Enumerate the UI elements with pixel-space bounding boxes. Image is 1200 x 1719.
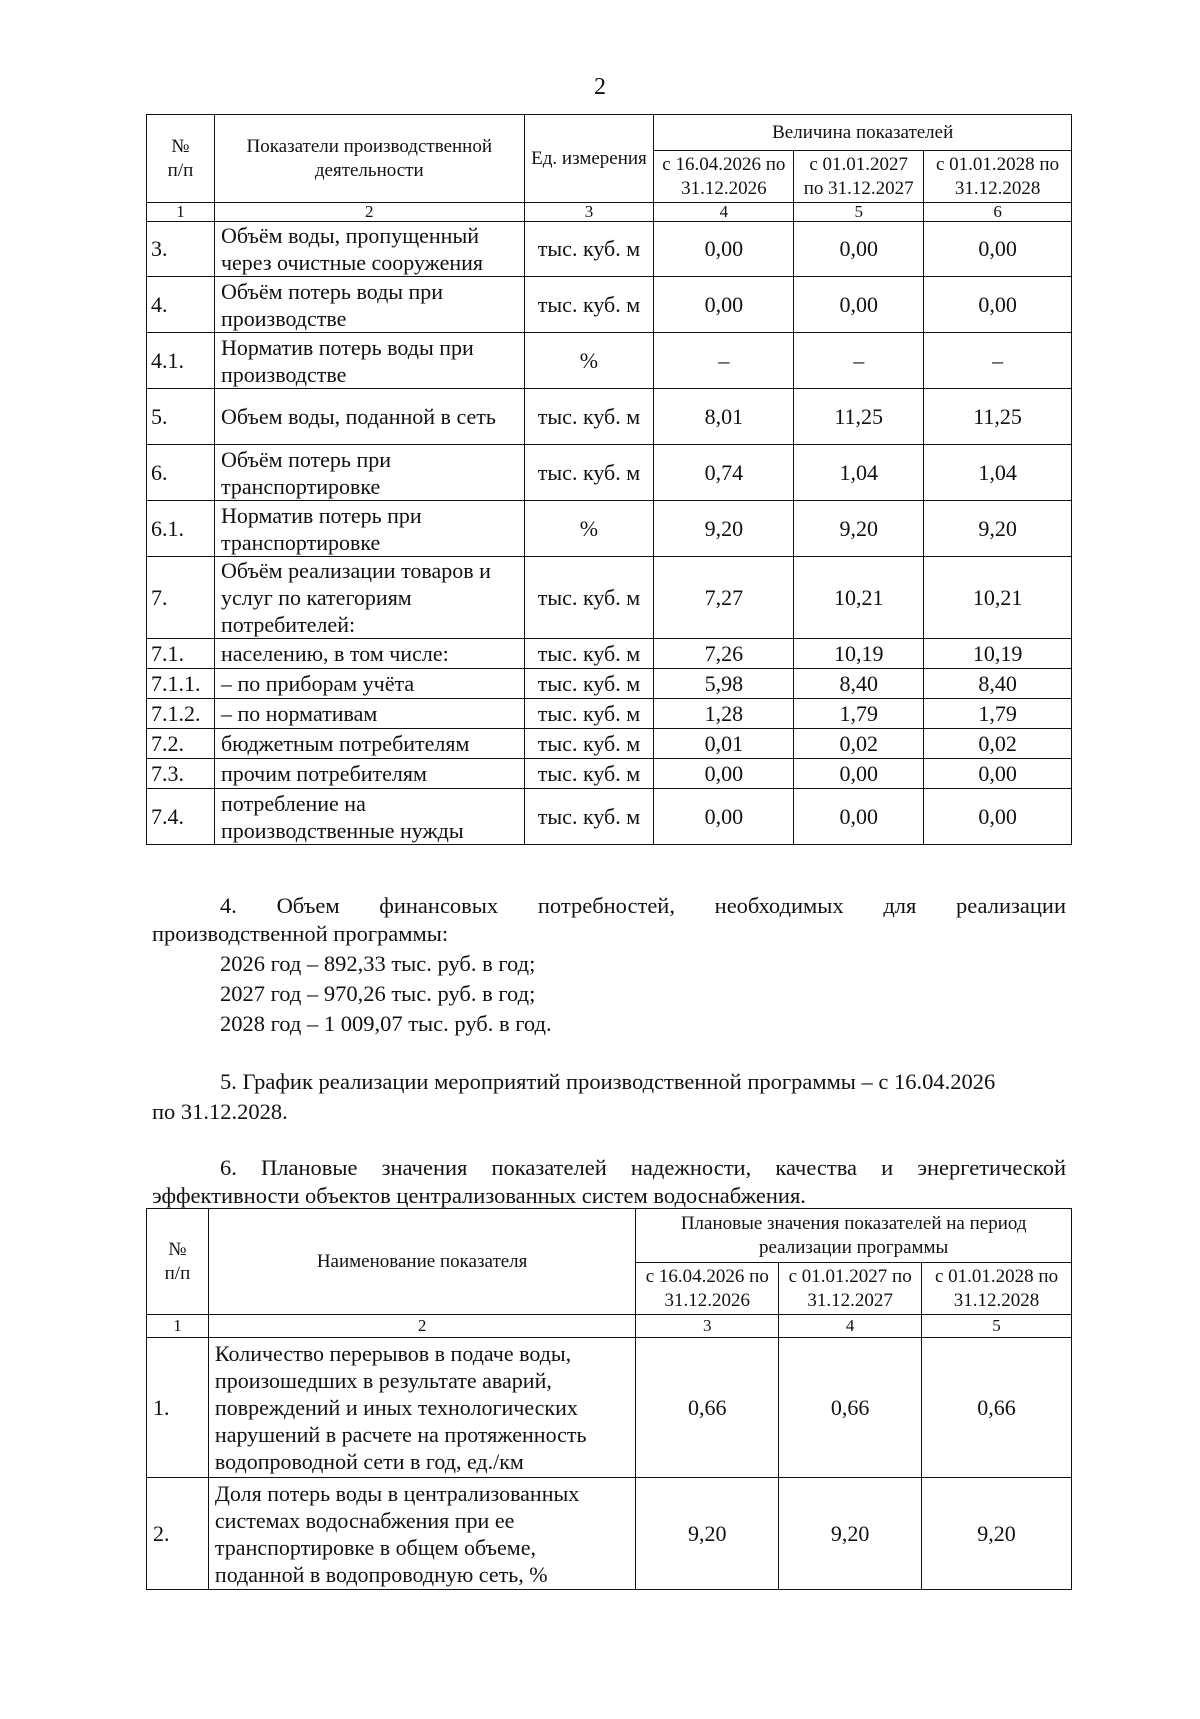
row-value-2026: 0,74 xyxy=(654,445,794,501)
row-value-2028: 0,66 xyxy=(922,1338,1072,1478)
row-indicator: потребление на производственные нужды xyxy=(214,789,524,845)
section-5-line2: по 31.12.2028. xyxy=(152,1099,288,1124)
table-row xyxy=(147,501,1072,557)
row-number: 2. xyxy=(147,1478,209,1590)
table-row xyxy=(147,669,1072,699)
row-number: 4. xyxy=(147,277,215,333)
header-num: № п/п xyxy=(147,115,215,203)
row-unit: % xyxy=(524,501,654,557)
index-cell: 5 xyxy=(794,203,924,222)
row-value-2028: 8,40 xyxy=(924,669,1072,699)
header-group: Величина показателей xyxy=(654,115,1072,151)
row-value-2027: 0,66 xyxy=(779,1338,922,1478)
row-value-2028: 9,20 xyxy=(924,501,1072,557)
financing-2028: 2028 год – 1 009,07 тыс. руб. в год. xyxy=(220,1011,552,1036)
header-period-1: с 16.04.2026 по 31.12.2026 xyxy=(654,151,794,203)
table-row xyxy=(147,1338,1072,1478)
row-value-2027: 10,21 xyxy=(794,557,924,639)
row-value-2028: 10,19 xyxy=(924,639,1072,669)
table-row xyxy=(147,759,1072,789)
t2-index-row xyxy=(147,1315,1072,1338)
table-row xyxy=(147,389,1072,445)
table-row xyxy=(147,445,1072,501)
reliability-indicators-table xyxy=(146,1208,1072,1590)
index-cell: 3 xyxy=(636,1315,779,1338)
row-indicator: населению, в том числе: xyxy=(214,639,524,669)
row-value-2026: 0,00 xyxy=(654,789,794,845)
row-number: 5. xyxy=(147,389,215,445)
t2-header-num: № п/п xyxy=(147,1209,209,1315)
row-number: 1. xyxy=(147,1338,209,1478)
index-cell: 1 xyxy=(147,1315,209,1338)
row-unit: тыс. куб. м xyxy=(524,699,654,729)
index-cell: 4 xyxy=(654,203,794,222)
row-value-2027: 0,02 xyxy=(794,729,924,759)
t2-header-name: Наименование показателя xyxy=(208,1209,635,1315)
row-value-2026: 7,27 xyxy=(654,557,794,639)
header-unit: Ед. измерения xyxy=(524,115,654,203)
row-number: 7.4. xyxy=(147,789,215,845)
row-number: 3. xyxy=(147,222,215,277)
row-unit: % xyxy=(524,333,654,389)
row-value-2027: 0,00 xyxy=(794,222,924,277)
t2-header-period-3: с 01.01.2028 по 31.12.2028 xyxy=(922,1263,1072,1315)
row-value-2028: 1,79 xyxy=(924,699,1072,729)
section-4-line1 xyxy=(220,892,1066,920)
row-value-2028: 10,21 xyxy=(924,557,1072,639)
row-value-2026: 8,01 xyxy=(654,389,794,445)
row-value-2026: 0,00 xyxy=(654,759,794,789)
row-value-2026: 9,20 xyxy=(654,501,794,557)
row-value-2026: 9,20 xyxy=(636,1478,779,1590)
s4-word: 4. Объем xyxy=(220,893,340,918)
index-cell: 6 xyxy=(924,203,1072,222)
table-row xyxy=(147,699,1072,729)
table-row xyxy=(147,222,1072,277)
index-cell: 4 xyxy=(779,1315,922,1338)
row-value-2028: 0,00 xyxy=(924,222,1072,277)
row-value-2028: 9,20 xyxy=(922,1478,1072,1590)
row-value-2028: 0,02 xyxy=(924,729,1072,759)
t2-header-period-1: с 16.04.2026 по 31.12.2026 xyxy=(636,1263,779,1315)
row-unit: тыс. куб. м xyxy=(524,222,654,277)
row-value-2027: 0,00 xyxy=(794,759,924,789)
table-row xyxy=(147,639,1072,669)
row-unit: тыс. куб. м xyxy=(524,639,654,669)
row-value-2028: 11,25 xyxy=(924,389,1072,445)
table-row xyxy=(147,789,1072,845)
row-value-2027: 10,19 xyxy=(794,639,924,669)
header-period-3: с 01.01.2028 по 31.12.2028 xyxy=(924,151,1072,203)
row-indicator: Объём потерь при транспортировке xyxy=(214,445,524,501)
index-row xyxy=(147,203,1072,222)
row-unit: тыс. куб. м xyxy=(524,389,654,445)
index-cell: 2 xyxy=(214,203,524,222)
index-cell: 2 xyxy=(208,1315,635,1338)
row-indicator: Объём реализации товаров и услуг по категориям потребителей: xyxy=(214,557,524,639)
row-unit: тыс. куб. м xyxy=(524,759,654,789)
section-6-line2: эффективности объектов централизованных систем водоснабжения. xyxy=(152,1183,806,1208)
row-value-2027: 9,20 xyxy=(779,1478,922,1590)
s4-word: реализации xyxy=(956,893,1066,918)
index-cell: 3 xyxy=(524,203,654,222)
row-unit: тыс. куб. м xyxy=(524,445,654,501)
row-indicator: Объем воды, поданной в сеть xyxy=(214,389,524,445)
production-indicators-table xyxy=(146,114,1072,845)
row-number: 7.1.1. xyxy=(147,669,215,699)
row-value-2028: 0,00 xyxy=(924,759,1072,789)
table-row xyxy=(147,277,1072,333)
row-value-2028: 0,00 xyxy=(924,277,1072,333)
row-value-2026: – xyxy=(654,333,794,389)
row-value-2027: 1,04 xyxy=(794,445,924,501)
row-value-2026: 0,01 xyxy=(654,729,794,759)
row-number: 7.1.2. xyxy=(147,699,215,729)
t2-header-group: Плановые значения показателей на период реализации программы xyxy=(636,1209,1072,1263)
row-value-2026: 0,66 xyxy=(636,1338,779,1478)
index-cell: 1 xyxy=(147,203,215,222)
row-number: 6.1. xyxy=(147,501,215,557)
table-row xyxy=(147,1478,1072,1590)
table-row xyxy=(147,333,1072,389)
row-value-2027: – xyxy=(794,333,924,389)
row-number: 6. xyxy=(147,445,215,501)
row-value-2027: 8,40 xyxy=(794,669,924,699)
row-value-2026: 1,28 xyxy=(654,699,794,729)
row-indicator: бюджетным потребителям xyxy=(214,729,524,759)
row-number: 4.1. xyxy=(147,333,215,389)
s4-word: потребностей, xyxy=(537,893,675,918)
row-indicator: Норматив потерь воды при производстве xyxy=(214,333,524,389)
row-indicator: – по приборам учёта xyxy=(214,669,524,699)
row-unit: тыс. куб. м xyxy=(524,557,654,639)
row-unit: тыс. куб. м xyxy=(524,669,654,699)
section-4-line2: производственной программы: xyxy=(152,921,449,946)
row-value-2027: 0,00 xyxy=(794,789,924,845)
row-unit: тыс. куб. м xyxy=(524,277,654,333)
row-value-2027: 0,00 xyxy=(794,277,924,333)
row-indicator: – по нормативам xyxy=(214,699,524,729)
row-indicator: Объём воды, пропущенный через очистные сооружения xyxy=(214,222,524,277)
index-cell: 5 xyxy=(922,1315,1072,1338)
header-indicator: Показатели производственной деятельности xyxy=(214,115,524,203)
row-value-2027: 11,25 xyxy=(794,389,924,445)
row-value-2028: 1,04 xyxy=(924,445,1072,501)
s4-word: для xyxy=(883,893,917,918)
row-value-2028: 0,00 xyxy=(924,789,1072,845)
row-value-2026: 7,26 xyxy=(654,639,794,669)
header-period-2: с 01.01.2027 по 31.12.2027 xyxy=(794,151,924,203)
table-row xyxy=(147,729,1072,759)
section-6-line1: 6. Плановые значения показателей надежности, качества и энергетической xyxy=(220,1155,1066,1180)
financing-2027: 2027 год – 970,26 тыс. руб. в год; xyxy=(220,981,536,1006)
row-indicator: Норматив потерь при транспортировке xyxy=(214,501,524,557)
row-value-2028: – xyxy=(924,333,1072,389)
row-unit: тыс. куб. м xyxy=(524,789,654,845)
row-number: 7. xyxy=(147,557,215,639)
row-indicator: Объём потерь воды при производстве xyxy=(214,277,524,333)
row-value-2027: 9,20 xyxy=(794,501,924,557)
row-number: 7.3. xyxy=(147,759,215,789)
row-value-2026: 5,98 xyxy=(654,669,794,699)
t2-header-period-2: с 01.01.2027 по 31.12.2027 xyxy=(779,1263,922,1315)
s4-word: финансовых xyxy=(379,893,499,918)
row-value-2026: 0,00 xyxy=(654,222,794,277)
row-value-2026: 0,00 xyxy=(654,277,794,333)
row-indicator: Доля потерь воды в централизованных системах водоснабжения при ее транспортировке в общем объеме, поданной в водопроводную сеть, % xyxy=(208,1478,635,1590)
row-number: 7.2. xyxy=(147,729,215,759)
row-unit: тыс. куб. м xyxy=(524,729,654,759)
table-row xyxy=(147,557,1072,639)
section-5-line1: 5. График реализации мероприятий производственной программы – с 16.04.2026 xyxy=(220,1069,996,1094)
row-value-2027: 1,79 xyxy=(794,699,924,729)
financing-2026: 2026 год – 892,33 тыс. руб. в год; xyxy=(220,951,536,976)
page-number: 2 xyxy=(594,74,606,100)
row-number: 7.1. xyxy=(147,639,215,669)
s4-word: необходимых xyxy=(714,893,844,918)
row-indicator: Количество перерывов в подаче воды, произошедших в результате аварий, повреждений и иных технологических нарушений в расчете на протяженность водопроводной сети в год, ед./км xyxy=(208,1338,635,1478)
row-indicator: прочим потребителям xyxy=(214,759,524,789)
